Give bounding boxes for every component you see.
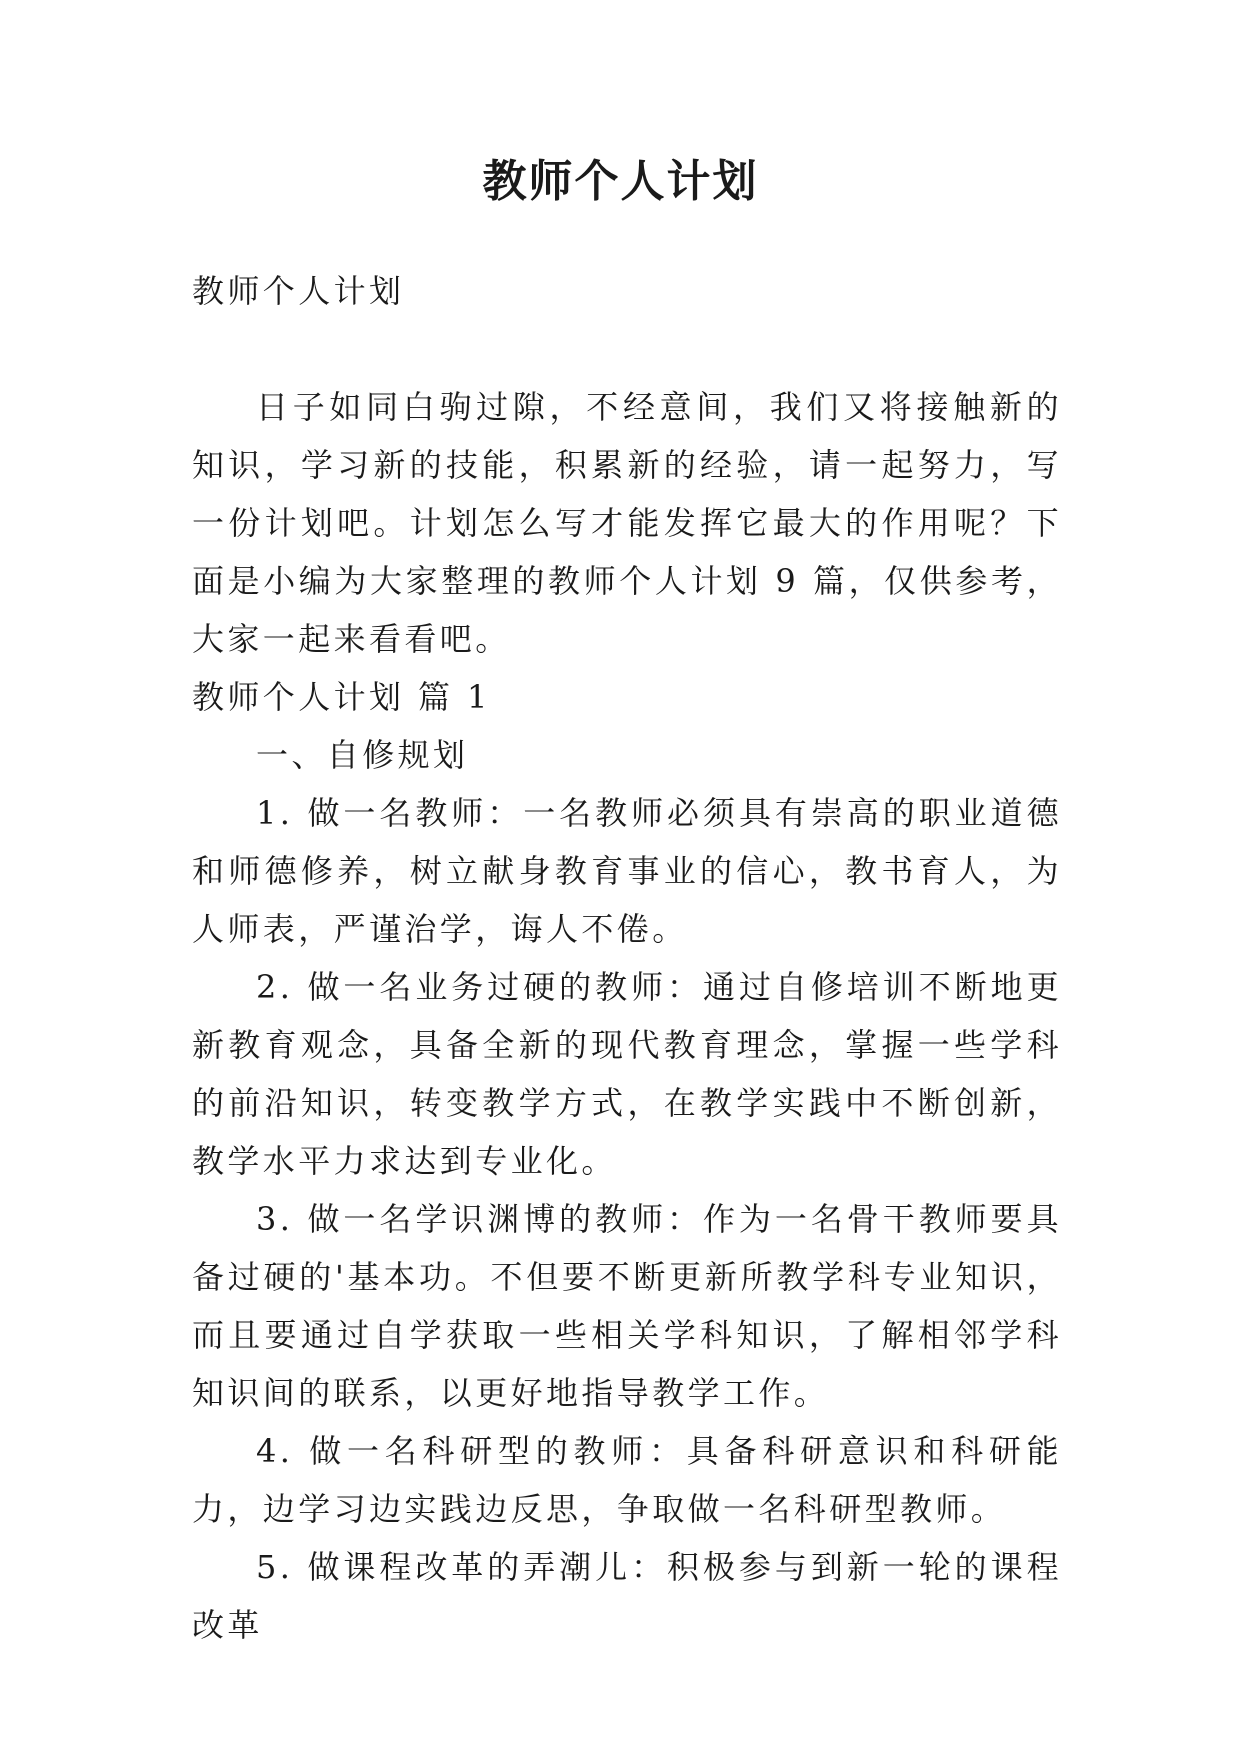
list-item-4: 4. 做一名科研型的教师：具备科研意识和科研能力，边学习边实践边反思，争取做一名科研型教师。 bbox=[192, 1432, 1062, 1528]
document-body bbox=[192, 262, 1062, 1654]
list-item-5: 5. 做课程改革的弄潮儿：积极参与到新一轮的课程改革 bbox=[192, 1548, 1062, 1644]
list-item-3: 3. 做一名学识渊博的教师：作为一名骨干教师要具备过硬的'基本功。不但要不断更新所教学科专业知识，而且要通过自学获取一些相关学科知识，了解相邻学科知识间的联系，以更好地指导教学工作。 bbox=[192, 1200, 1062, 1412]
section-heading: 教师个人计划 篇 1 bbox=[192, 678, 491, 716]
document-title: 教师个人计划 bbox=[482, 156, 759, 207]
list-item-1: 1. 做一名教师：一名教师必须具有崇高的职业道德和师德修养，树立献身教育事业的信心，教书育人，为人师表，严谨治学，诲人不倦。 bbox=[192, 794, 1062, 948]
intro-paragraph: 日子如同白驹过隙，不经意间，我们又将接触新的知识，学习新的技能，积累新的经验，请一起努力，写一份计划吧。计划怎么写才能发挥它最大的作用呢？下面是小编为大家整理的教师个人计划 9 篇，仅供参考，大家一起来看看吧。 bbox=[192, 388, 1062, 658]
list-item-2: 2. 做一名业务过硬的教师：通过自修培训不断地更新教育观念，具备全新的现代教育理念，掌握一些学科的前沿知识，转变教学方式，在教学实践中不断创新，教学水平力求达到专业化。 bbox=[192, 968, 1062, 1180]
document-subtitle: 教师个人计划 bbox=[192, 272, 405, 310]
subsection-heading: 一、自修规划 bbox=[256, 736, 469, 774]
